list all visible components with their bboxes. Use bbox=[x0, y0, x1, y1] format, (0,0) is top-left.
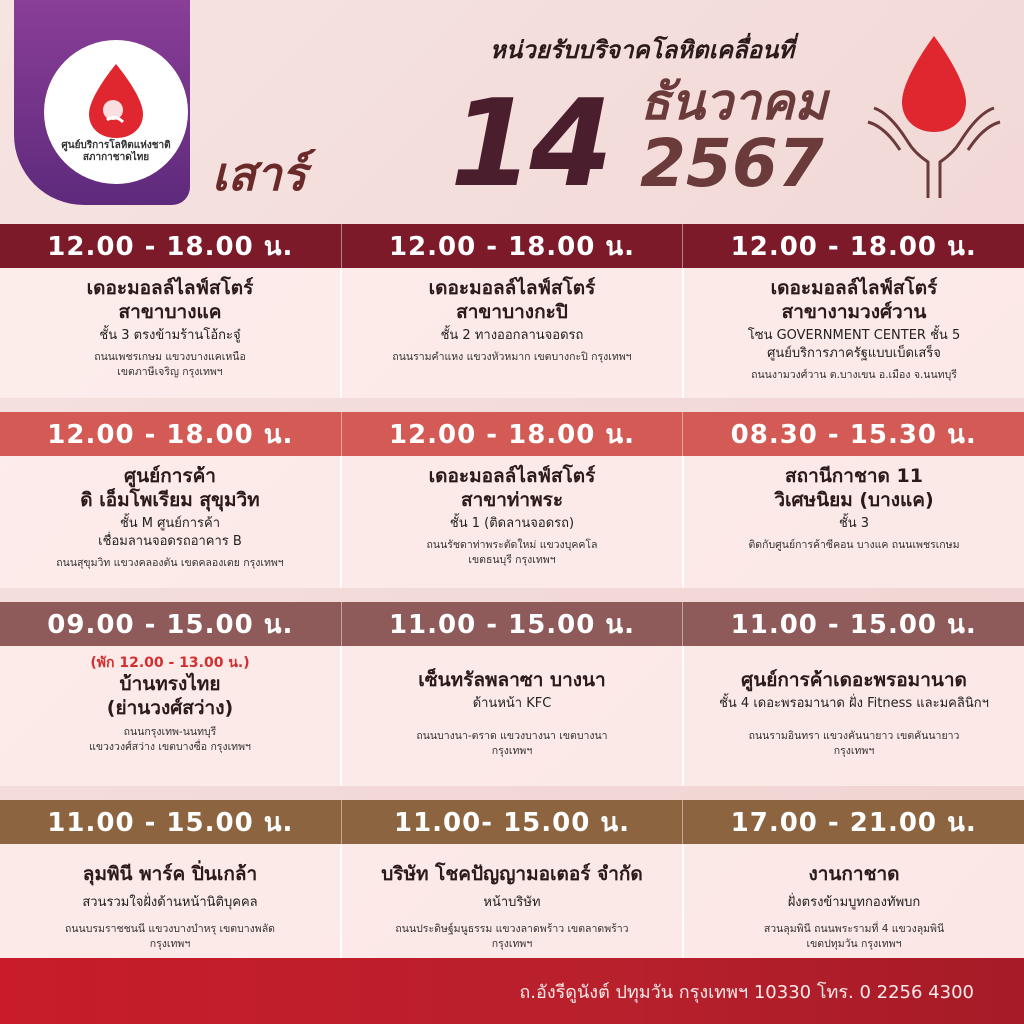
location-address bbox=[8, 922, 332, 952]
location-card bbox=[342, 844, 684, 968]
time-slot: 12.00 - 18.00 น. bbox=[342, 224, 684, 268]
address-line: ถนนกรุงเทพ-นนทบุรี bbox=[123, 726, 217, 738]
blood-drop-hands-icon bbox=[864, 30, 1004, 200]
location-detail: ด้านหน้า KFC bbox=[472, 696, 552, 711]
location-detail: ฝั่งตรงข้ามบูทกองทัพบก bbox=[787, 895, 921, 910]
location-address bbox=[350, 729, 674, 759]
location-name: บริษัท โชคปัญญามอเตอร์ จำกัด bbox=[381, 863, 643, 885]
address-line: กรุงเทพฯ bbox=[833, 745, 875, 757]
location-branch: วิเศษนิยม (บางแค) bbox=[774, 489, 934, 511]
location-address bbox=[692, 729, 1016, 759]
time-bar bbox=[0, 800, 1024, 844]
location-detail: ชั้น 1 (ติดลานจอดรถ) bbox=[449, 516, 575, 531]
time-slot: 12.00 - 18.00 น. bbox=[730, 231, 977, 262]
address-line: กรุงเทพฯ bbox=[491, 938, 533, 950]
location-address bbox=[350, 350, 674, 365]
location-detail: ชั้น 3 ตรงข้ามร้านโอ้กะจู๋ bbox=[99, 328, 241, 343]
logo-text-line2: สภากาชาดไทย bbox=[82, 152, 150, 163]
address-line: เขตภาษีเจริญ กรุงเทพฯ bbox=[117, 366, 223, 378]
address-line: สวนลุมพินี ถนนพระรามที่ 4 แขวงลุมพินี bbox=[763, 923, 945, 935]
address-line: ถนนสุขุมวิท แขวงคลองตัน เขตคลองเตย กรุงเทพฯ bbox=[56, 557, 284, 569]
schedule-row-4 bbox=[0, 800, 1024, 968]
time-slot: 09.00 - 15.00 น. bbox=[0, 602, 342, 646]
time-slot: 11.00 - 15.00 น. bbox=[342, 602, 684, 646]
location-detail: ชั้น 3 bbox=[838, 516, 870, 531]
location-card bbox=[684, 844, 1024, 968]
schedule-row-2 bbox=[0, 412, 1024, 588]
time-bar bbox=[0, 412, 1024, 456]
location-branch: ดิ เอ็มโพเรียม สุขุมวิท bbox=[80, 489, 260, 511]
location-address bbox=[350, 922, 674, 952]
location-card bbox=[0, 456, 342, 588]
location-address bbox=[692, 368, 1016, 383]
location-address bbox=[350, 538, 674, 568]
location-name: งานกาชาด bbox=[808, 863, 900, 885]
address-line: ถนนรามคำแหง แขวงหัวหมาก เขตบางกะปิ กรุงเทพฯ bbox=[392, 351, 632, 363]
location-detail: ชั้น M ศูนย์การค้า bbox=[119, 516, 221, 531]
schedule-row-1 bbox=[0, 224, 1024, 398]
location-card bbox=[0, 268, 342, 398]
location-card bbox=[342, 456, 684, 588]
location-address bbox=[692, 922, 1016, 952]
location-address bbox=[692, 538, 1016, 553]
location-card bbox=[0, 844, 342, 968]
location-card bbox=[684, 456, 1024, 588]
address-line: ถนนประดิษฐ์มนูธรรม แขวงลาดพร้าว เขตลาดพร้าว bbox=[395, 923, 629, 935]
address-line: แขวงวงศ์สว่าง เขตบางซื่อ กรุงเทพฯ bbox=[89, 741, 251, 753]
address-line: ถนนบรมราชชนนี แขวงบางบำหรุ เขตบางพลัด bbox=[65, 923, 275, 935]
time-slot: 12.00 - 18.00 น. bbox=[0, 412, 342, 456]
time-slot: 12.00 - 18.00 น. bbox=[0, 224, 342, 268]
location-card bbox=[342, 268, 684, 398]
time-slot: 11.00 - 15.00 น. bbox=[730, 609, 977, 640]
location-branch: สาขางามวงศ์วาน bbox=[781, 301, 927, 323]
location-branch: (ย่านวงศ์สว่าง) bbox=[106, 697, 234, 719]
blood-drop-logo-icon bbox=[81, 60, 151, 140]
location-name: ศูนย์การค้า bbox=[124, 465, 216, 487]
logo-tab bbox=[14, 0, 190, 205]
schedule-grid bbox=[0, 224, 1024, 968]
location-branch: สาขาบางกะปิ bbox=[456, 301, 568, 323]
day-of-week: เสาร์ bbox=[212, 147, 307, 201]
address-line: เขตธนบุรี กรุงเทพฯ bbox=[468, 554, 556, 566]
footer-address: ถ.อังรีดูนังต์ ปทุมวัน กรุงเทพฯ 10330 โทร. 0 2256 4300 bbox=[519, 981, 974, 1003]
location-name: ศูนย์การค้าเดอะพรอมานาด bbox=[741, 669, 967, 691]
location-detail: เชื่อมลานจอดรถอาคาร B bbox=[98, 534, 242, 549]
location-card bbox=[684, 268, 1024, 398]
address-line: ติดกับศูนย์การค้าซีคอน บางแค ถนนเพชรเกษม bbox=[748, 539, 960, 551]
footer bbox=[0, 958, 1024, 1024]
location-address bbox=[8, 725, 332, 755]
location-card bbox=[0, 646, 342, 786]
break-note: (พัก 12.00 - 13.00 น.) bbox=[90, 655, 250, 671]
schedule-row-3 bbox=[0, 602, 1024, 786]
location-name: สถานีกาชาด 11 bbox=[785, 465, 923, 487]
location-detail: ชั้น 2 ทางออกลานจอดรถ bbox=[440, 328, 584, 343]
time-bar bbox=[0, 602, 1024, 646]
time-slot: 11.00 - 15.00 น. bbox=[0, 800, 342, 844]
address-line: ถนนงามวงศ์วาน ต.บางเขน อ.เมือง จ.นนทบุรี bbox=[751, 369, 957, 381]
location-name: เดอะมอลล์ไลฟ์สโตร์ bbox=[428, 277, 596, 299]
location-card bbox=[342, 646, 684, 786]
time-slot: 17.00 - 21.00 น. bbox=[730, 807, 977, 838]
location-branch: สาขาท่าพระ bbox=[460, 489, 564, 511]
location-name: ลุมพินี พาร์ค ปิ่นเกล้า bbox=[82, 863, 258, 885]
date-number: 14 bbox=[450, 75, 609, 214]
location-branch: สาขาบางแค bbox=[118, 301, 222, 323]
location-name: เดอะมอลล์ไลฟ์สโตร์ bbox=[86, 277, 254, 299]
year: 2567 bbox=[640, 125, 824, 202]
location-detail: โซน GOVERNMENT CENTER ชั้น 5 bbox=[747, 328, 961, 343]
location-detail: ชั้น 4 เดอะพรอมานาด ฝั่ง Fitness และมคลินิกฯ bbox=[719, 696, 989, 711]
address-line: กรุงเทพฯ bbox=[491, 745, 533, 757]
month: ธันวาคม bbox=[640, 73, 828, 131]
logo-text-line1: ศูนย์บริการโลหิตแห่งชาติ bbox=[61, 140, 171, 151]
address-line: ถนนเพชรเกษม แขวงบางแคเหนือ bbox=[94, 351, 246, 363]
address-line: ถนนรัชดาท่าพระตัดใหม่ แขวงบุคคโล bbox=[426, 539, 598, 551]
location-address bbox=[8, 556, 332, 571]
location-address bbox=[8, 350, 332, 380]
location-detail: ศูนย์บริการภาครัฐแบบเบ็ดเสร็จ bbox=[767, 346, 941, 361]
location-name: เดอะมอลล์ไลฟ์สโตร์ bbox=[428, 465, 596, 487]
time-bar bbox=[0, 224, 1024, 268]
address-line: เขตปทุมวัน กรุงเทพฯ bbox=[806, 938, 902, 950]
time-slot: 08.30 - 15.30 น. bbox=[730, 419, 977, 450]
address-line: ถนนบางนา-ตราด แขวงบางนา เขตบางนา bbox=[416, 730, 608, 742]
time-slot: 11.00- 15.00 น. bbox=[342, 800, 684, 844]
time-slot: 12.00 - 18.00 น. bbox=[342, 412, 684, 456]
logo bbox=[44, 40, 188, 184]
location-name: บ้านทรงไทย bbox=[119, 673, 221, 695]
location-detail: หน้าบริษัท bbox=[483, 895, 541, 910]
address-line: ถนนรามอินทรา แขวงคันนายาว เขตคันนายาว bbox=[748, 730, 960, 742]
address-line: กรุงเทพฯ bbox=[149, 938, 191, 950]
logo-text bbox=[61, 140, 170, 164]
location-name: เดอะมอลล์ไลฟ์สโตร์ bbox=[770, 277, 938, 299]
location-card bbox=[684, 646, 1024, 786]
location-name: เซ็นทรัลพลาซา บางนา bbox=[418, 669, 606, 691]
location-detail: สวนรวมใจฝั่งด้านหน้านิติบุคคล bbox=[82, 895, 258, 910]
page-title: หน่วยรับบริจาคโลหิตเคลื่อนที่ bbox=[490, 36, 795, 64]
